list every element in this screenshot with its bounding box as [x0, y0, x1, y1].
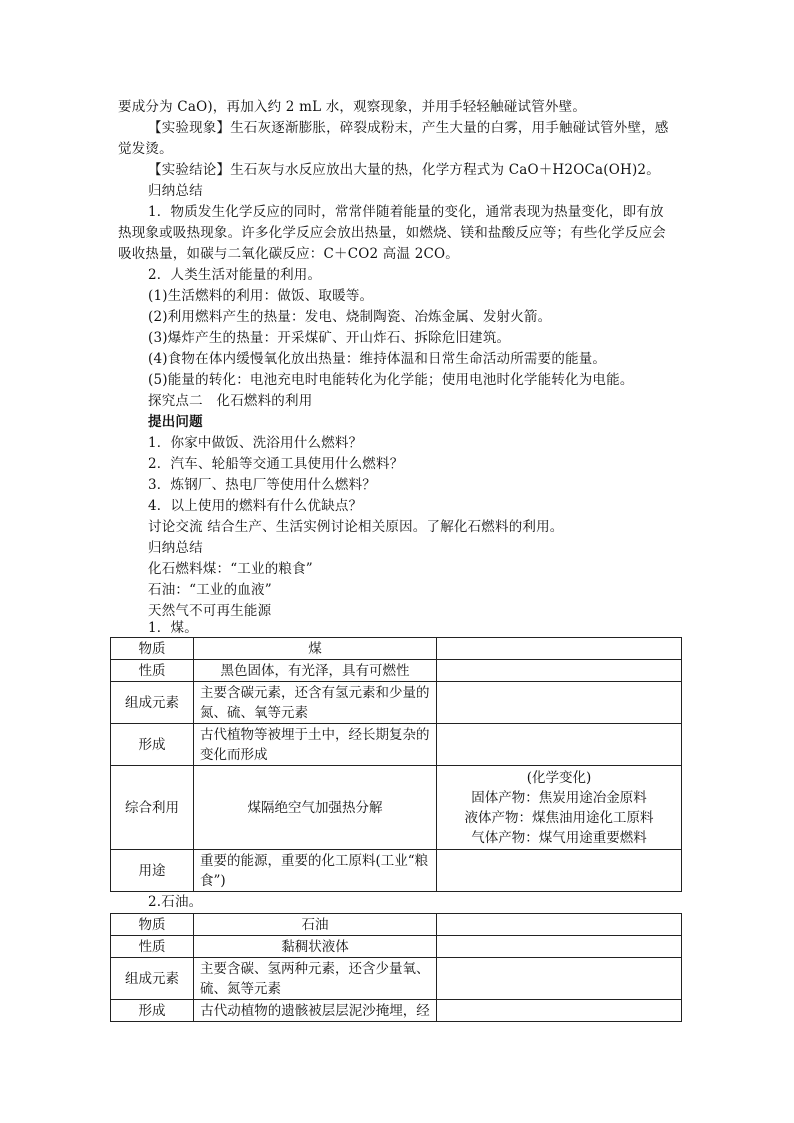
row-header-cell: 用途: [111, 850, 194, 892]
table-row: [111, 936, 682, 958]
question-item: 4．以上使用的燃料有什么优缺点？: [148, 498, 363, 514]
row-header-cell: 性质: [111, 936, 194, 958]
table-cell: 古代动植物的遗骸被层层泥沙掩埋，经: [194, 1000, 437, 1022]
table-cell: 主要含碳元素，还含有氢元素和少量的 氮、硫、氧等元素: [194, 682, 437, 724]
question-item: 1．你家中做饭、洗浴用什么燃料？: [148, 435, 363, 451]
list-item: (1)生活燃料的利用：做饭、取暖等。: [148, 288, 374, 304]
paragraph-line: 天然气不可再生能源: [148, 603, 272, 619]
row-header-cell: 性质: [111, 660, 194, 682]
section-heading: 归纳总结: [148, 540, 203, 556]
row-header-cell: 物质: [111, 638, 194, 660]
paragraph-line: 觉发烫。: [118, 141, 173, 157]
table-cell: 黏稠状液体: [194, 936, 437, 958]
paragraph-line: 2．人类生活对能量的利用。: [148, 267, 322, 283]
experiment-phenomenon-line: 【实验现象】生石灰逐渐膨胀，碎裂成粉末，产生大量的白雾，用手触碰试管外壁，感: [148, 120, 669, 136]
table-cell: [437, 638, 682, 660]
table-cell: 煤隔绝空气加强热分解: [194, 766, 437, 850]
table-row: [111, 724, 682, 766]
question-item: 3．炼钢厂、热电厂等使用什么燃料？: [148, 477, 376, 493]
list-item: (2)利用燃料产生的热量：发电、烧制陶瓷、冶炼金属、发射火箭。: [148, 309, 552, 325]
paragraph-line: 热现象或吸热现象。许多化学反应会放出热量，如燃烧、镁和盐酸反应等；有些化学反应会: [118, 225, 666, 241]
paragraph-line: 吸收热量，如碳与二氧化碳反应：C＋CO2 高温 2CO。: [118, 246, 459, 262]
table-row: [111, 638, 682, 660]
table-cell: 煤: [194, 638, 437, 660]
paragraph-line: 化石燃料煤：“工业的粮食”: [148, 561, 313, 577]
table-cell: [437, 1000, 682, 1022]
row-header-cell: 组成元素: [111, 958, 194, 1000]
list-item: (4)食物在体内缓慢氧化放出热量：维持体温和日常生命活动所需要的能量。: [148, 351, 607, 367]
list-item: (5)能量的转化：电池充电时电能转化为化学能；使用电池时化学能转化为电能。: [148, 372, 634, 388]
row-header-cell: 综合利用: [111, 766, 194, 850]
table-row: [111, 660, 682, 682]
table-cell: 古代植物等被埋于土中，经长期复杂的 变化而形成: [194, 724, 437, 766]
table-row: [111, 766, 682, 850]
list-item: (3)爆炸产生的热量：开采煤矿、开山炸石、拆除危旧建筑。: [148, 330, 511, 346]
table-cell: [437, 850, 682, 892]
table-cell: [437, 724, 682, 766]
section-heading: 探究点二 化石燃料的利用: [148, 393, 313, 409]
row-header-cell: 形成: [111, 724, 194, 766]
table-cell: [437, 936, 682, 958]
experiment-conclusion-line: 【实验结论】生石灰与水反应放出大量的热，化学方程式为 CaO＋H2OCa(OH)2。: [148, 162, 660, 178]
table-row: [111, 914, 682, 936]
table-cell: [437, 660, 682, 682]
subheading: 2.石油。: [148, 894, 203, 910]
paragraph-line: 1．物质发生化学反应的同时，常常伴随着能量的变化，通常表现为热量变化，即有放: [148, 204, 664, 220]
table-cell: (化学变化) 固体产物：焦炭用途冶金原料 液体产物：煤焦油用途化工原料 气体产物：煤气用途重要燃料: [437, 766, 682, 850]
row-header-cell: 组成元素: [111, 682, 194, 724]
table-row: [111, 682, 682, 724]
paragraph-line: 石油：“工业的血液”: [148, 582, 272, 598]
table-row: [111, 958, 682, 1000]
petroleum-table: [110, 913, 682, 1022]
table-cell: 黑色固体，有光泽，具有可燃性: [194, 660, 437, 682]
question-item: 2．汽车、轮船等交通工具使用什么燃料？: [148, 456, 404, 472]
table-cell: 主要含碳、氢两种元素，还含少量氧、 硫、氮等元素: [194, 958, 437, 1000]
row-header-cell: 物质: [111, 914, 194, 936]
table-row: [111, 1000, 682, 1022]
table-row: [111, 850, 682, 892]
paragraph-line: 讨论交流 结合生产、生活实例讨论相关原因。了解化石燃料的利用。: [148, 519, 564, 535]
table-cell: [437, 958, 682, 1000]
section-heading: 提出问题: [148, 414, 203, 430]
table-cell: [437, 682, 682, 724]
section-heading: 归纳总结: [148, 183, 203, 199]
coal-table: [110, 637, 682, 892]
table-cell: 重要的能源，重要的化工原料(工业“粮 食”): [194, 850, 437, 892]
subheading: 1．煤。: [148, 620, 198, 636]
table-cell: 石油: [194, 914, 437, 936]
table-cell: [437, 914, 682, 936]
paragraph-line: 要成分为 CaO)，再加入约 2 mL 水，观察现象，并用手轻轻触碰试管外壁。: [118, 99, 587, 115]
row-header-cell: 形成: [111, 1000, 194, 1022]
